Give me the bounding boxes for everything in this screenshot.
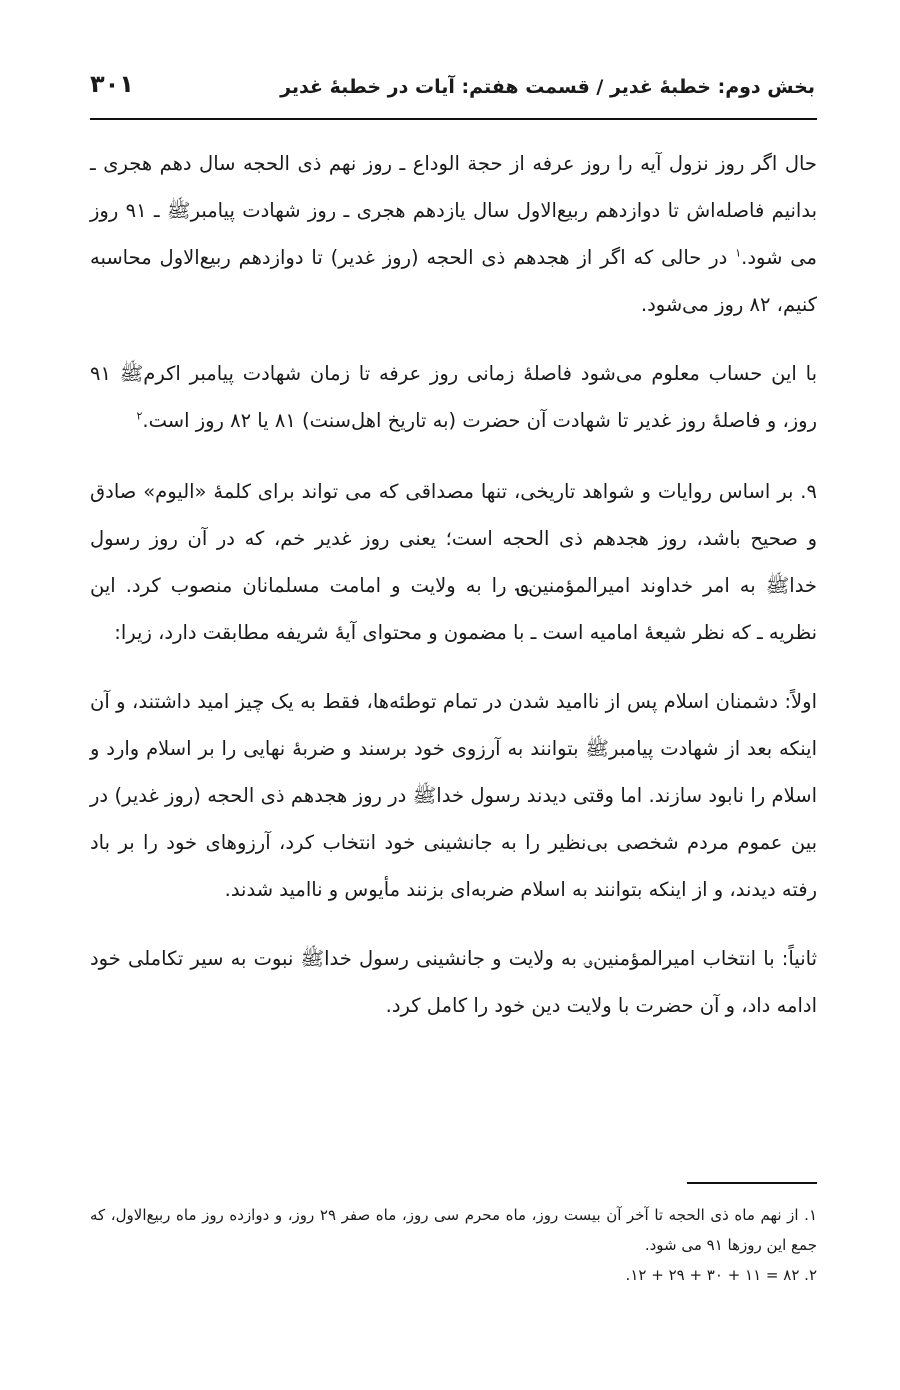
footnote-rule [687, 1182, 817, 1184]
paragraph-5: ثانیاً: با انتخاب امیرالمؤمنین؈ به ولایت و جانشینی رسول خداﷺ نبوت به سیر تکاملی خود ادامه داد، و آن حضرت با ولایت دین خود را کامل کرد. [90, 947, 817, 1017]
footnote-1: ۱. از نهم ماه ذی الحجه تا آخر آن بیست روز، ماه محرم سی روز، ماه صفر ۲۹ روز، و دوازده روز ماه ربیع‌الاول، که جمع این روزها ۹۱ می شود. [90, 1206, 817, 1254]
footnote-2: ۲. ۸۲ = ۱۱ + ۳۰ + ۲۹ + ۱۲. [625, 1266, 817, 1284]
header-rule [90, 118, 817, 120]
paragraph-4: اولاً: دشمنان اسلام پس از ناامید شدن در تمام توطئه‌ها، فقط به یک چیز امید داشتند، و آن اینکه بعد از شهادت پیامبرﷺ بتوانند به آرزوی خود برسند و ضربهٔ نهایی را بر اسلام وارد و اسلام را نابود سازند. اما وقتی دیدند رسول خداﷺ در روز هجدهم ذی الحجه (روز غدیر) در بین عموم مردم شخصی بی‌نظیر را به جانشینی خود انتخاب کرد، آرزوهای خود را بر باد رفته دیدند، و از اینکه بتوانند به اسلام ضربه‌ای بزنند مأیوس و ناامید شدند. [90, 690, 817, 901]
main-text [90, 140, 817, 1051]
footnotes [90, 1200, 817, 1290]
page-header [90, 70, 815, 120]
paragraph-1 [90, 140, 817, 328]
paragraph-1-head: حال اگر روز نزول آیه را روز عرفه از حجة الوداع ـ روز نهم ذی الحجه سال دهم هجری ـ بدانیم فاصله‌اش تا دوازدهم ربیع‌الاول سال یازدهم هجری ـ روز شهادت پیامبرﷺ ـ ۹۱ روز می شود. [90, 152, 818, 269]
paragraph-2-text: با این حساب معلوم می‌شود فاصلهٔ زمانی روز عرفه تا زمان شهادت پیامبر اکرمﷺ ۹۱ روز، و فاصلهٔ روز غدیر تا شهادت آن حضرت (به تاریخ اهل‌سنت) ۸۱ یا ۸۲ روز است. [90, 362, 817, 432]
paragraph-3: ۹. بر اساس روایات و شواهد تاریخی، تنها مصداقی که می تواند برای کلمهٔ «الیوم» صادق و صحیح باشد، روز هجدهم ذی الحجه است؛ یعنی روز غدیر خم، که در آن روز رسول خداﷺ به امر خداوند امیرالمؤمنین؈ را به ولایت و امامت مسلمانان منصوب کرد. این نظریه ـ که نظر شیعهٔ امامیه است ـ با مضمون و محتوای آیهٔ شریفه مطابقت دارد، زیرا: [90, 480, 817, 644]
footnote-ref-1: ۱ [735, 246, 742, 260]
running-head: بخش دوم: خطبهٔ غدیر / قسمت هفتم: آیات در خطبهٔ غدیر [280, 76, 815, 98]
footnote-ref-2: ۲ [136, 409, 143, 423]
paragraph-1-tail: در حالی که اگر از هجدهم ذی الحجه (روز غدیر) تا دوازدهم ربیع‌الاول محاسبه کنیم، ۸۲ روز می‌شود. [90, 246, 817, 316]
page-number: ۳۰۱ [90, 70, 134, 98]
paragraph-2 [90, 350, 817, 444]
